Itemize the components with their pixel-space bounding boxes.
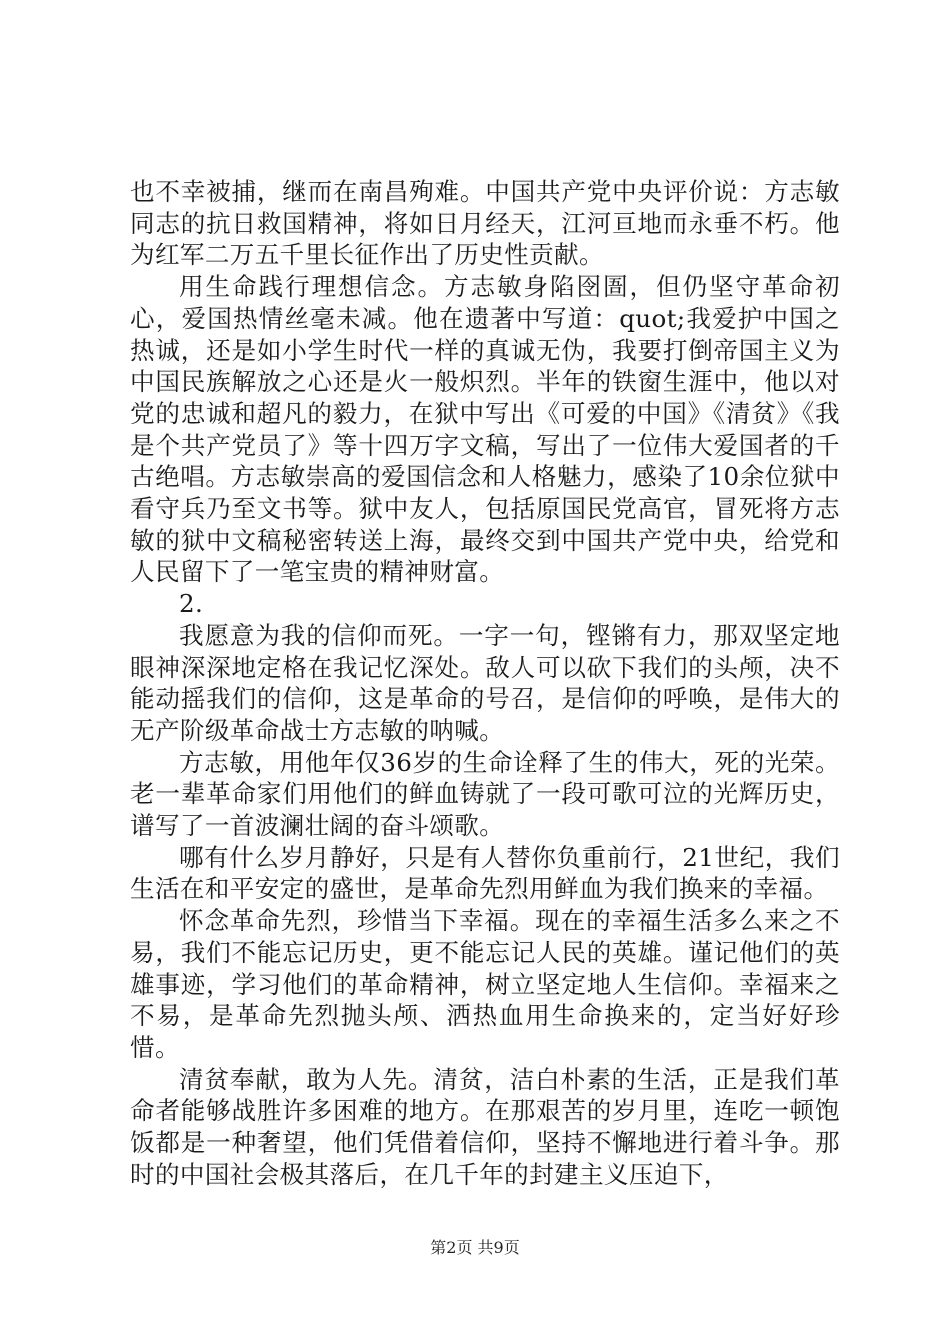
paragraph: 我愿意为我的信仰而死。一字一句，铿锵有力，那双坚定地眼神深深地定格在我记忆深处。敌人可以砍下我们的头颅，决不能动摇我们的信仰，这是革命的号召，是信仰的呼唤，是伟大的无产阶级革命战士方志敏的呐喊。 bbox=[130, 620, 840, 745]
paragraph: 清贫奉献，敢为人先。清贫，洁白朴素的生活，正是我们革命者能够战胜许多困难的地方。在那艰苦的岁月里，连吃一顿饱饭都是一种奢望，他们凭借着信仰，坚持不懈地进行着斗争。那时的中国社会极其落后，在几千年的封建主义压迫下， bbox=[130, 1064, 840, 1189]
paragraph: 哪有什么岁月静好，只是有人替你负重前行，21世纪，我们生活在和平安定的盛世，是革命先烈用鲜血为我们换来的幸福。 bbox=[130, 842, 840, 904]
paragraph: 也不幸被捕，继而在南昌殉难。中国共产党中央评价说：方志敏同志的抗日救国精神，将如日月经天，江河亘地而永垂不朽。他为红军二万五千里长征作出了历史性贡献。 bbox=[130, 177, 840, 270]
section-number: 2. bbox=[179, 589, 204, 619]
page-number-footer: 第2页 共9页 bbox=[430, 1238, 520, 1257]
paragraph: 方志敏，用他年仅36岁的生命诠释了生的伟大，死的光荣。老一辈革命家们用他们的鲜血铸就了一段可歌可泣的光辉历史，谱写了一首波澜壮阔的奋斗颂歌。 bbox=[130, 747, 840, 841]
paragraph: 用生命践行理想信念。方志敏身陷囹圄，但仍坚守革命初心，爱国热情丝毫未减。他在遗著中写道：quot;我爱护中国之热诚，还是如小学生时代一样的真诚无伪，我要打倒帝国主义为中国民族解放之心还是火一般炽烈。半年的铁窗生涯中，他以对党的忠诚和超凡的毅力，在狱中写出《可爱的中国》《清贫》《我是个共产党员了》等十四万字文稿，写出了一位伟大爱国者的千古绝唱。方志敏崇高的爱国信念和人格魅力，感染了10余位狱中看守兵乃至文书等。狱中友人，包括原国民党高官，冒死将方志敏的狱中文稿秘密转送上海，最终交到中国共产党中央，给党和人民留下了一笔宝贵的精神财富。 bbox=[130, 272, 840, 587]
paragraph: 怀念革命先烈，珍惜当下幸福。现在的幸福生活多么来之不易，我们不能忘记历史，更不能忘记人民的英雄。谨记他们的英雄事迹，学习他们的革命精神，树立坚定地人生信仰。幸福来之不易，是革命先烈抛头颅、洒热血用生命换来的，定当好好珍惜。 bbox=[130, 906, 840, 1062]
body-text bbox=[130, 176, 840, 1191]
